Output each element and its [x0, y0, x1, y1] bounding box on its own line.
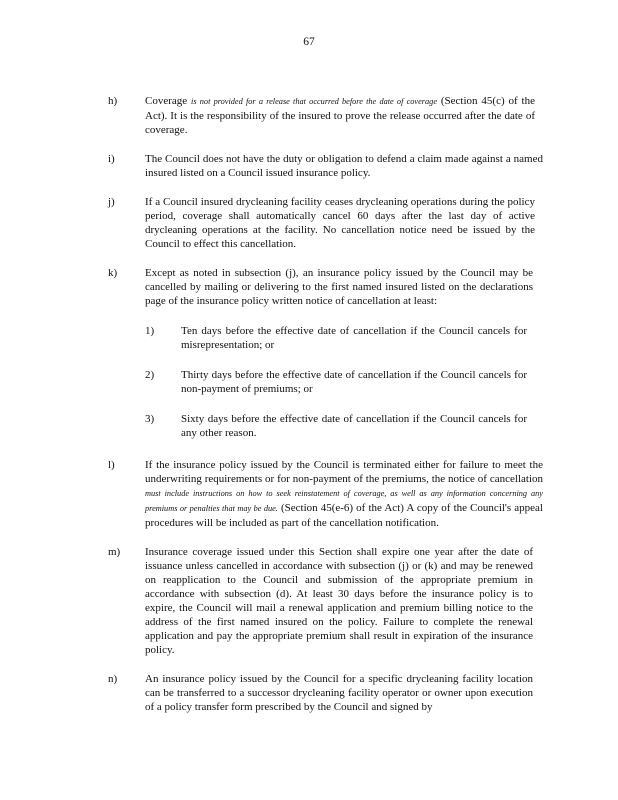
- text-run: (Section 45(e-6) of the Act) A copy of the Council's appeal procedures will be included as part of the cancellation notification.: [145, 502, 543, 529]
- text-run: Coverage: [145, 95, 192, 107]
- section-item-h: [0, 94, 618, 137]
- section-item-k: [0, 266, 618, 440]
- item-letter: h): [108, 95, 118, 107]
- item-letter: j): [108, 196, 115, 208]
- item-text: [145, 94, 535, 137]
- text-run: Insurance coverage issued under this Section shall expire one year after the date of issuance unless cancelled in accordance with subsection (j) or (k) and may be renewed on reapplication to the Council and submission of the appropriate premium in accordance with subsection (d). At least 30 days before the insurance policy is to expire, the Council will mail a renewal application and premium billing notice to the address of the first named insured on the policy. Failure to complete the renewal application and pay the appropriate premium shall result in expiration of the insurance policy.: [145, 546, 533, 656]
- subitem-text: Ten days before the effective date of cancellation if the Council cancels for misrepresentation; or: [181, 325, 527, 351]
- document-body: [0, 94, 618, 729]
- item-text: [145, 195, 535, 251]
- section-item-i: [0, 152, 618, 180]
- item-text: [145, 152, 543, 180]
- subitem-1: [0, 324, 618, 352]
- section-item-l: [0, 458, 618, 530]
- item-text: [145, 458, 543, 530]
- page-number: 67: [303, 36, 315, 48]
- item-text: [145, 672, 533, 714]
- item-letter: m): [108, 546, 121, 558]
- subitem-3: [0, 412, 618, 440]
- subitem-number: 2): [145, 369, 155, 381]
- item-text: [145, 545, 533, 657]
- subitem-number: 3): [145, 413, 155, 425]
- item-letter: i): [108, 153, 115, 165]
- item-text: [145, 266, 533, 308]
- text-run: The Council does not have the duty or obligation to defend a claim made against a named insured listed on a Council issued insurance policy.: [145, 153, 543, 179]
- text-run: (Section 45(c) of the Act). It is the responsibility of the insured to prove the release occurred after the date of coverage.: [145, 95, 535, 136]
- italic-text-run: must include instructions on how to seek reinstatement of coverage, as well as any information concerning any premiums or penalties that may be due.: [145, 489, 543, 513]
- item-letter: n): [108, 673, 118, 685]
- subitem-text: Sixty days before the effective date of cancellation if the Council cancels for any other reason.: [181, 413, 527, 439]
- text-run: If a Council insured drycleaning facility ceases drycleaning operations during the policy period, coverage shall automatically cancel 60 days after the last day of active drycleaning operations at the facility. No cancellation notice need be issued by the Council to effect this cancellation.: [145, 196, 535, 250]
- section-item-m: [0, 545, 618, 657]
- item-letter: l): [108, 459, 115, 471]
- text-run: If the insurance policy issued by the Council is terminated either for failure to meet the underwriting requirements or for non-payment of the premiums, the notice of cancellation: [145, 459, 543, 485]
- subitem-text: Thirty days before the effective date of cancellation if the Council cancels for non-payment of premiums; or: [181, 369, 527, 395]
- subitem-2: [0, 368, 618, 396]
- section-item-n: [0, 672, 618, 714]
- text-run: An insurance policy issued by the Council for a specific drycleaning facility location can be transferred to a successor drycleaning facility operator or owner upon execution of a policy transfer form prescribed by the Council and signed by: [145, 673, 533, 713]
- section-item-j: [0, 195, 618, 251]
- italic-text-run: is not provided for a release that occurred before the date of coverage: [191, 97, 437, 106]
- text-run: Except as noted in subsection (j), an insurance policy issued by the Council may be cancelled by mailing or delivering to the first named insured listed on the declarations page of the insurance policy written notice of cancellation at least:: [145, 267, 533, 307]
- item-letter: k): [108, 267, 118, 279]
- subitem-number: 1): [145, 325, 155, 337]
